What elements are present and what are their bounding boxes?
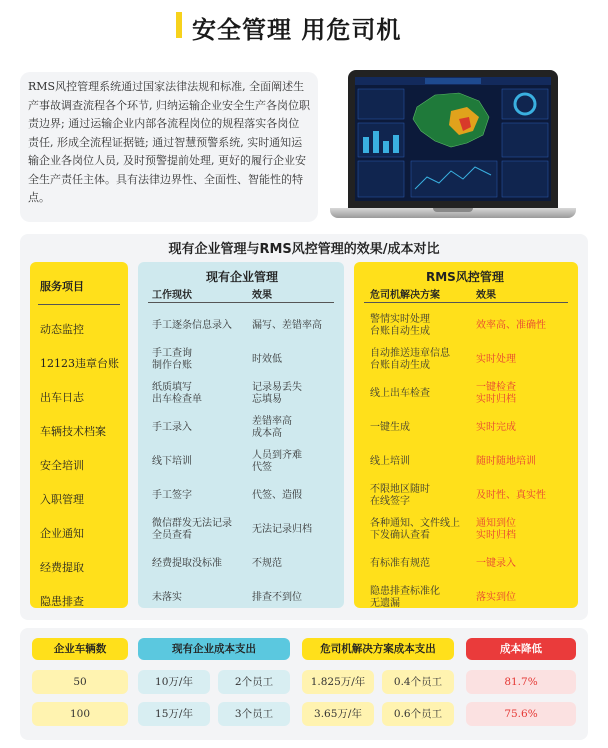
rms-effect-cell: 实时完成	[476, 422, 516, 433]
current-status-cell: 手工录入	[152, 422, 192, 433]
reduction-value: 75.6%	[466, 702, 576, 726]
current-staff-value: 3个员工	[218, 702, 290, 726]
current-status-cell: 手工签字	[152, 490, 192, 501]
service-item: 12123违章台账	[40, 357, 119, 370]
rms-status-cell: 线上出车检查	[370, 388, 430, 399]
service-item: 经费提取	[40, 561, 84, 574]
current-effect-cell: 排查不到位	[252, 592, 302, 603]
rms-status-cell: 一键生成	[370, 422, 410, 433]
vehicles-value: 50	[32, 670, 128, 694]
rms-header: RMS风控管理	[426, 270, 504, 284]
laptop-screen	[348, 70, 558, 208]
current-staff-value: 2个员工	[218, 670, 290, 694]
rms-status-cell: 有标准有规范	[370, 558, 430, 569]
service-item: 动态监控	[40, 323, 84, 336]
service-item: 车辆技术档案	[40, 425, 106, 438]
service-item: 安全培训	[40, 459, 84, 472]
page-title: 安全管理 用危司机	[192, 16, 402, 44]
rms-status-cell: 各种通知、文件线上 下发确认查看	[370, 518, 460, 541]
comparison-panel	[20, 234, 588, 620]
comparison-title: 现有企业管理与RMS风控管理的效果/成本对比	[168, 242, 440, 257]
rms-effect-cell: 效率高、准确性	[476, 320, 546, 331]
laptop-notch	[433, 208, 473, 212]
current-status-cell: 手工逐条信息录入	[152, 320, 232, 331]
rms-status-cell: 警情实时处理 台账自动生成	[370, 314, 430, 337]
rms-col2-header: 效果	[476, 290, 496, 301]
cost-comparison	[20, 628, 588, 740]
intro-paragraph: RMS风控管理系统通过国家法律法规和标准, 全面阐述生产事故调查流程各个环节, 归纳运输企业安全生产各岗位职责边界; 通过运输企业内部各流程岗位的规程落实各岗位责任, 形成全流程证据链; 通过智慧预警系统, 实时通知运输企业各岗位人员, 及时预警提前处理, 更好的履行企业安全生产责任主体。具有法律边界性、全面性、智能性的特点。	[20, 72, 318, 222]
service-item: 出车日志	[40, 391, 84, 404]
dashboard-illustration	[355, 77, 551, 201]
rms-cost-header: 危司机解决方案成本支出	[302, 638, 454, 660]
reduction-value: 81.7%	[466, 670, 576, 694]
rms-status-cell: 不限地区随时 在线签字	[370, 484, 430, 507]
divider	[38, 304, 120, 305]
service-item: 入职管理	[40, 493, 84, 506]
current-management-column	[138, 262, 344, 608]
rms-staff-value: 0.6个员工	[382, 702, 454, 726]
vehicles-header: 企业车辆数	[32, 638, 128, 660]
rms-col1-header: 危司机解决方案	[370, 290, 440, 301]
rms-effect-cell: 通知到位 实时归档	[476, 518, 516, 541]
rms-status-cell: 隐患排查标准化 无遗漏	[370, 586, 440, 609]
current-effect-cell: 时效低	[252, 354, 282, 365]
current-effect-cell: 代签、造假	[252, 490, 302, 501]
current-col2-header: 效果	[252, 290, 272, 301]
title-section	[0, 10, 608, 42]
rms-status-cell: 线上培训	[370, 456, 410, 467]
current-effect-cell: 无法记录归档	[252, 524, 312, 535]
current-cost-value: 15万/年	[138, 702, 210, 726]
rms-effect-cell: 落实到位	[476, 592, 516, 603]
divider	[364, 302, 568, 303]
reduction-header: 成本降低	[466, 638, 576, 660]
rms-effect-cell: 及时性、真实性	[476, 490, 546, 501]
current-status-cell: 经费提取没标准	[152, 558, 222, 569]
rms-cost-value: 1.825万/年	[302, 670, 374, 694]
rms-effect-cell: 一键检查 实时归档	[476, 382, 516, 405]
current-col1-header: 工作现状	[152, 290, 192, 301]
laptop-dashboard-image	[330, 70, 576, 222]
rms-management-column	[354, 262, 578, 608]
current-cost-header: 现有企业成本支出	[138, 638, 290, 660]
service-header: 服务项目	[40, 280, 84, 293]
current-effect-cell: 人员到齐难 代签	[252, 450, 302, 473]
divider	[148, 302, 334, 303]
current-cost-value: 10万/年	[138, 670, 210, 694]
service-item: 企业通知	[40, 527, 84, 540]
current-status-cell: 微信群发无法记录 全员查看	[152, 518, 232, 541]
title-accent-bar	[176, 12, 182, 38]
current-status-cell: 线下培训	[152, 456, 192, 467]
rms-status-cell: 自动推送违章信息 台账自动生成	[370, 348, 450, 371]
current-effect-cell: 记录易丢失 忘填易	[252, 382, 302, 405]
current-effect-cell: 漏写、差错率高	[252, 320, 322, 331]
current-effect-cell: 不规范	[252, 558, 282, 569]
rms-staff-value: 0.4个员工	[382, 670, 454, 694]
rms-cost-value: 3.65万/年	[302, 702, 374, 726]
current-status-cell: 纸质填写 出车检查单	[152, 382, 202, 405]
vehicles-value: 100	[32, 702, 128, 726]
rms-effect-cell: 实时处理	[476, 354, 516, 365]
current-status-cell: 未落实	[152, 592, 182, 603]
rms-effect-cell: 随时随地培训	[476, 456, 536, 467]
service-item: 隐患排查	[40, 595, 84, 608]
current-header: 现有企业管理	[206, 270, 279, 284]
current-effect-cell: 差错率高 成本高	[252, 416, 292, 439]
service-items-column	[30, 262, 128, 608]
rms-effect-cell: 一键录入	[476, 558, 516, 569]
dashboard-display	[355, 77, 551, 201]
current-status-cell: 手工查询 制作台账	[152, 348, 192, 371]
